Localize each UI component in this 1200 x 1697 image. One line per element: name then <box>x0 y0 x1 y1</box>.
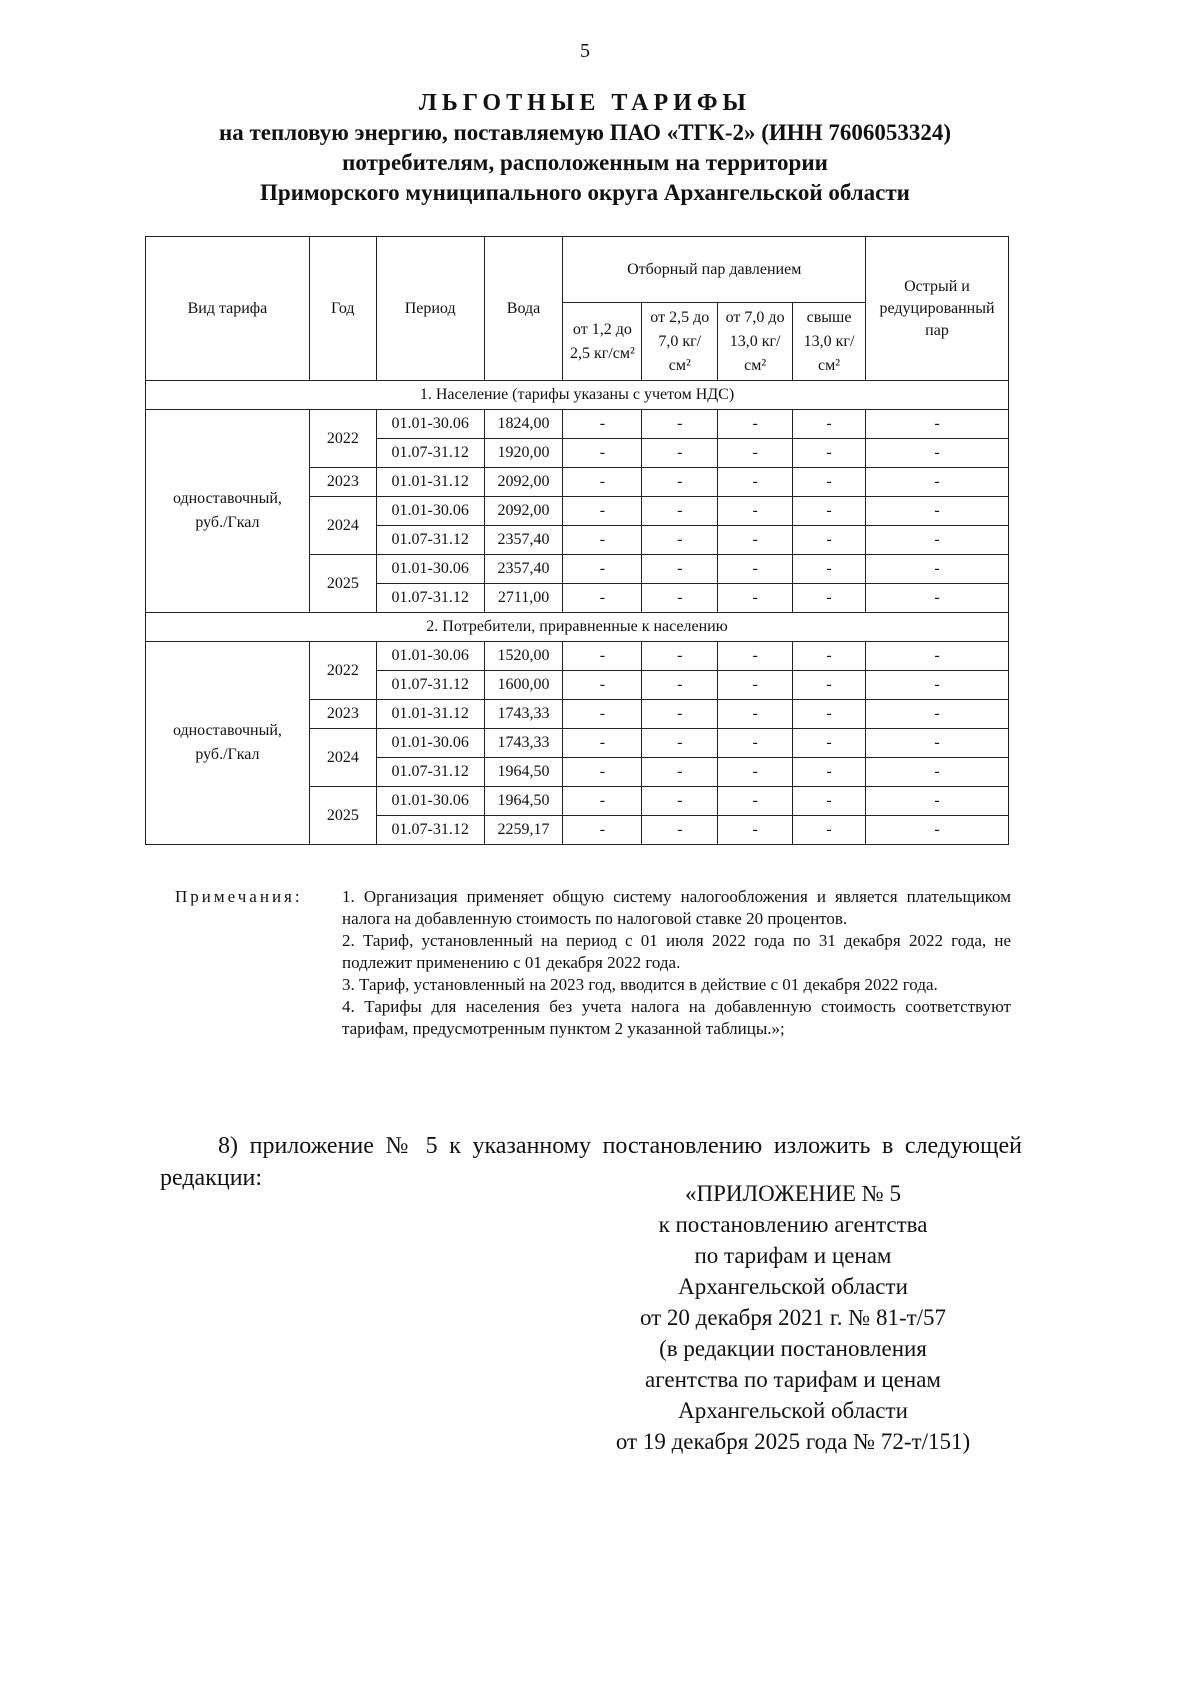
dash-cell: - <box>718 526 793 555</box>
water-cell: 1520,00 <box>484 642 563 671</box>
table-row <box>146 642 1009 671</box>
dash-cell: - <box>793 816 866 845</box>
dash-cell: - <box>642 497 718 526</box>
dash-cell: - <box>563 497 642 526</box>
dash-cell: - <box>563 555 642 584</box>
header-steam-col: свыше 13,0 кг/см² <box>793 303 866 381</box>
header-water: Вода <box>484 237 563 381</box>
year-cell: 2022 <box>309 410 376 468</box>
section-title: 2. Потребители, приравненные к населению <box>146 613 1009 642</box>
dash-cell: - <box>793 555 866 584</box>
period-cell: 01.07-31.12 <box>376 758 484 787</box>
year-cell: 2024 <box>309 729 376 787</box>
dash-cell: - <box>865 700 1008 729</box>
dash-cell: - <box>642 642 718 671</box>
dash-cell: - <box>718 555 793 584</box>
year-cell: 2022 <box>309 642 376 700</box>
dash-cell: - <box>793 584 866 613</box>
water-cell: 1964,50 <box>484 758 563 787</box>
dash-cell: - <box>865 468 1008 497</box>
water-cell: 2092,00 <box>484 497 563 526</box>
dash-cell: - <box>718 584 793 613</box>
dash-cell: - <box>793 758 866 787</box>
dash-cell: - <box>718 816 793 845</box>
dash-cell: - <box>642 555 718 584</box>
period-cell: 01.01-30.06 <box>376 787 484 816</box>
dash-cell: - <box>718 497 793 526</box>
header-steam-group: Отборный пар давлением <box>563 237 866 303</box>
water-cell: 2711,00 <box>484 584 563 613</box>
table-row <box>146 410 1009 439</box>
header-type: Вид тарифа <box>146 237 310 381</box>
note-item: 4. Тарифы для населения без учета налога на добавленную стоимость соответствуют тарифам, предусмотренным пунктом 2 указанной таблицы.»; <box>342 997 1011 1038</box>
document-title <box>0 88 1170 208</box>
tariff-type-cell: одноставочный, руб./Гкал <box>146 642 310 845</box>
water-cell: 2259,17 <box>484 816 563 845</box>
dash-cell: - <box>718 410 793 439</box>
title-line: потребителям, расположенным на территории <box>342 150 828 175</box>
dash-cell: - <box>865 410 1008 439</box>
dash-cell: - <box>563 758 642 787</box>
dash-cell: - <box>793 439 866 468</box>
dash-cell: - <box>563 816 642 845</box>
dash-cell: - <box>793 787 866 816</box>
period-cell: 01.01-30.06 <box>376 555 484 584</box>
dash-cell: - <box>563 468 642 497</box>
header-steam-col: от 2,5 до 7,0 кг/см² <box>642 303 718 381</box>
dash-cell: - <box>563 526 642 555</box>
tariff-type-cell: одноставочный, руб./Гкал <box>146 410 310 613</box>
dash-cell: - <box>642 729 718 758</box>
period-cell: 01.01-30.06 <box>376 642 484 671</box>
header-steam-col: от 7,0 до 13,0 кг/см² <box>718 303 793 381</box>
appendix-heading <box>570 1178 1016 1457</box>
dash-cell: - <box>865 816 1008 845</box>
period-cell: 01.07-31.12 <box>376 584 484 613</box>
dash-cell: - <box>718 671 793 700</box>
appendix-line: от 20 декабря 2021 г. № 81-т/57 <box>639 1305 947 1330</box>
dash-cell: - <box>865 497 1008 526</box>
period-cell: 01.07-31.12 <box>376 816 484 845</box>
period-cell: 01.07-31.12 <box>376 439 484 468</box>
dash-cell: - <box>563 584 642 613</box>
dash-cell: - <box>563 642 642 671</box>
dash-cell: - <box>793 497 866 526</box>
dash-cell: - <box>563 410 642 439</box>
water-cell: 2092,00 <box>484 468 563 497</box>
title-line: на тепловую энергию, поставляемую ПАО «ТГК-2» (ИНН 7606053324) <box>218 120 951 145</box>
dash-cell: - <box>793 642 866 671</box>
note-item: 2. Тариф, установленный на период с 01 июля 2022 года по 31 декабря 2022 года, не подлежит применению с 01 декабря 2022 года. <box>342 931 1011 972</box>
water-cell: 1920,00 <box>484 439 563 468</box>
dash-cell: - <box>865 439 1008 468</box>
dash-cell: - <box>642 584 718 613</box>
page-number: 5 <box>580 40 590 62</box>
dash-cell: - <box>563 729 642 758</box>
title-line: ЛЬГОТНЫЕ ТАРИФЫ <box>419 90 751 116</box>
dash-cell: - <box>563 671 642 700</box>
dash-cell: - <box>718 439 793 468</box>
water-cell: 2357,40 <box>484 526 563 555</box>
appendix-line: от 19 декабря 2025 года № 72-т/151) <box>615 1429 971 1454</box>
appendix-line: Архангельской области <box>678 1274 908 1299</box>
dash-cell: - <box>865 758 1008 787</box>
note-item: 1. Организация применяет общую систему налогообложения и является плательщиком налога на добавленную стоимость по налоговой ставке 20 процентов. <box>342 887 1011 928</box>
appendix-line: агентства по тарифам и ценам <box>645 1367 941 1392</box>
header-steam-col: от 1,2 до 2,5 кг/см² <box>563 303 642 381</box>
dash-cell: - <box>865 671 1008 700</box>
period-cell: 01.01-30.06 <box>376 729 484 758</box>
dash-cell: - <box>718 787 793 816</box>
water-cell: 1964,50 <box>484 787 563 816</box>
dash-cell: - <box>642 700 718 729</box>
period-cell: 01.01-30.06 <box>376 410 484 439</box>
tariff-table <box>145 236 1009 845</box>
dash-cell: - <box>718 468 793 497</box>
header-sharp-steam: Острый и редуцированный пар <box>865 237 1008 381</box>
period-cell: 01.01-31.12 <box>376 700 484 729</box>
dash-cell: - <box>642 787 718 816</box>
appendix-line: (в редакции постановления <box>659 1336 927 1361</box>
dash-cell: - <box>793 526 866 555</box>
dash-cell: - <box>865 729 1008 758</box>
dash-cell: - <box>865 555 1008 584</box>
paragraph-8: 8) приложение № 5 к указанному постановлению изложить в следующей редакции: <box>160 1133 1022 1191</box>
title-line: Приморского муниципального округа Архангельской области <box>260 180 910 205</box>
dash-cell: - <box>642 758 718 787</box>
year-cell: 2025 <box>309 555 376 613</box>
year-cell: 2023 <box>309 700 376 729</box>
water-cell: 1600,00 <box>484 671 563 700</box>
dash-cell: - <box>718 729 793 758</box>
header-period: Период <box>376 237 484 381</box>
dash-cell: - <box>793 729 866 758</box>
dash-cell: - <box>563 439 642 468</box>
dash-cell: - <box>563 700 642 729</box>
appendix-line: Архангельской области <box>678 1398 908 1423</box>
period-cell: 01.01-31.12 <box>376 468 484 497</box>
dash-cell: - <box>642 410 718 439</box>
period-cell: 01.01-30.06 <box>376 497 484 526</box>
period-cell: 01.07-31.12 <box>376 671 484 700</box>
appendix-line: «ПРИЛОЖЕНИЕ № 5 <box>684 1181 902 1206</box>
note-item: 3. Тариф, установленный на 2023 год, вводится в действие с 01 декабря 2022 года. <box>342 975 938 994</box>
section-row <box>146 613 1009 642</box>
water-cell: 1743,33 <box>484 700 563 729</box>
dash-cell: - <box>642 671 718 700</box>
dash-cell: - <box>642 439 718 468</box>
year-cell: 2025 <box>309 787 376 845</box>
dash-cell: - <box>865 584 1008 613</box>
section-title: 1. Население (тарифы указаны с учетом НДС) <box>146 381 1009 410</box>
dash-cell: - <box>718 758 793 787</box>
appendix-line: к постановлению агентства <box>658 1212 928 1237</box>
dash-cell: - <box>563 787 642 816</box>
dash-cell: - <box>865 642 1008 671</box>
header-year: Год <box>309 237 376 381</box>
dash-cell: - <box>865 787 1008 816</box>
dash-cell: - <box>718 700 793 729</box>
dash-cell: - <box>865 526 1008 555</box>
notes <box>175 886 1011 1040</box>
dash-cell: - <box>793 410 866 439</box>
dash-cell: - <box>718 642 793 671</box>
water-cell: 2357,40 <box>484 555 563 584</box>
section-row <box>146 381 1009 410</box>
year-cell: 2024 <box>309 497 376 555</box>
dash-cell: - <box>793 700 866 729</box>
dash-cell: - <box>793 671 866 700</box>
dash-cell: - <box>642 816 718 845</box>
dash-cell: - <box>793 468 866 497</box>
period-cell: 01.07-31.12 <box>376 526 484 555</box>
water-cell: 1743,33 <box>484 729 563 758</box>
notes-label: Примечания: <box>175 887 303 906</box>
appendix-line: по тарифам и ценам <box>694 1243 892 1268</box>
dash-cell: - <box>642 468 718 497</box>
dash-cell: - <box>642 526 718 555</box>
year-cell: 2023 <box>309 468 376 497</box>
water-cell: 1824,00 <box>484 410 563 439</box>
